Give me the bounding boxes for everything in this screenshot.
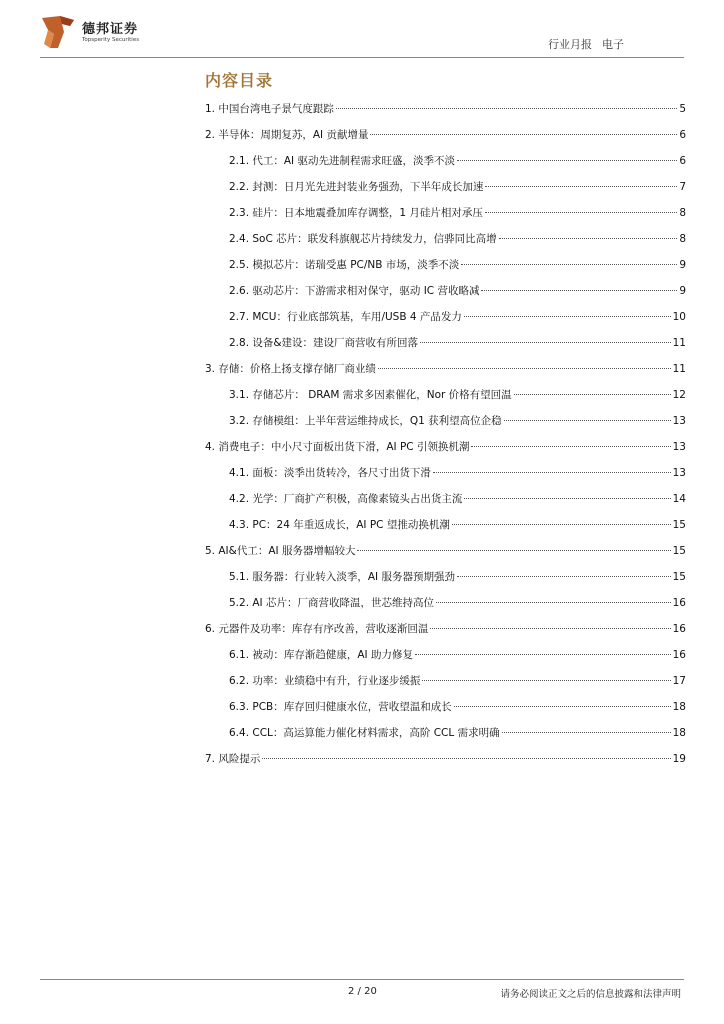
- leader-dots: [504, 420, 671, 421]
- toc-entry[interactable]: 2.8. 设备&建设：建设厂商营收有所回落 11: [229, 337, 686, 349]
- leader-dots: [430, 628, 670, 629]
- leader-dots: [464, 498, 670, 499]
- toc-entry[interactable]: 2.3. 硅片：日本地震叠加库存调整，1 月硅片相对承压 8: [229, 207, 686, 219]
- toc-entry[interactable]: 4.1. 面板：淡季出货转冷，各尺寸出货下滑 13: [229, 467, 686, 479]
- toc-entry[interactable]: 6.1. 被动：库存渐趋健康，AI 助力修复 16: [229, 649, 686, 661]
- toc-title: 内容目录: [205, 71, 274, 90]
- toc-entry[interactable]: 2.6. 驱动芯片：下游需求相对保守，驱动 IC 营收略减 9: [229, 285, 686, 297]
- legal-disclaimer: 请务必阅读正文之后的信息披露和法律声明: [500, 989, 681, 1000]
- leader-dots: [485, 186, 677, 187]
- leader-dots: [452, 524, 671, 525]
- leader-dots: [433, 472, 671, 473]
- toc-entry[interactable]: 1. 中国台湾电子景气度跟踪 5: [205, 103, 686, 115]
- leader-dots: [481, 290, 677, 291]
- leader-dots: [422, 680, 670, 681]
- toc-entry[interactable]: 3.1. 存储芯片： DRAM 需求多因素催化，Nor 价格有望回温 12: [229, 389, 686, 401]
- footer-divider: [40, 979, 684, 980]
- toc-entry[interactable]: 6.3. PCB：库存回归健康水位，营收望温和成长 18: [229, 701, 686, 713]
- leader-dots: [415, 654, 671, 655]
- leader-dots: [461, 264, 677, 265]
- toc-entry[interactable]: 4.2. 光学：厂商扩产积极，高像素镜头占出货主流 14: [229, 493, 686, 505]
- toc-entry[interactable]: 2. 半导体：周期复苏，AI 贡献增量 6: [205, 129, 686, 141]
- report-sector: 电子: [602, 38, 624, 51]
- brand-name-cn: 德邦证券: [82, 22, 139, 37]
- toc-entry[interactable]: 5. AI&代工：AI 服务器增幅较大 15: [205, 545, 686, 557]
- leader-dots: [514, 394, 671, 395]
- toc-entry[interactable]: 2.1. 代工：AI 驱动先进制程需求旺盛，淡季不淡 6: [229, 155, 686, 167]
- toc-entry[interactable]: 7. 风险提示 19: [205, 753, 686, 765]
- toc-entry[interactable]: 5.2. AI 芯片：厂商营收降温，世芯维持高位 16: [229, 597, 686, 609]
- leader-dots: [454, 706, 671, 707]
- leader-dots: [471, 446, 670, 447]
- leader-dots: [370, 134, 677, 135]
- leader-dots: [262, 758, 670, 759]
- toc-entry[interactable]: 6.2. 功率：业绩稳中有升，行业逐步缓振 17: [229, 675, 686, 687]
- report-meta: [548, 36, 624, 52]
- leader-dots: [485, 212, 677, 213]
- leader-dots: [457, 160, 677, 161]
- leader-dots: [336, 108, 677, 109]
- toc-entry[interactable]: 6. 元器件及功率：库存有序改善，营收逐渐回温 16: [205, 623, 686, 635]
- toc-entry[interactable]: 3. 存储：价格上扬支撑存储厂商业绩 11: [205, 363, 686, 375]
- toc-entry[interactable]: 2.7. MCU：行业底部筑基，车用/USB 4 产品发力 10: [229, 311, 686, 323]
- brand-name-en: Topsperity Securities: [82, 37, 140, 43]
- leader-dots: [378, 368, 671, 369]
- toc-entry[interactable]: 3.2. 存储模组：上半年营运维持成长，Q1 获利望高位企稳 13: [229, 415, 686, 427]
- toc-entry[interactable]: 6.4. CCL：高运算能力催化材料需求，高阶 CCL 需求明确 18: [229, 727, 686, 739]
- toc-entry[interactable]: 5.1. 服务器：行业转入淡季，AI 服务器预期强劲 15: [229, 571, 686, 583]
- report-type: 行业月报: [548, 38, 592, 51]
- toc-entry[interactable]: 2.5. 模拟芯片：诺瑞受惠 PC/NB 市场，淡季不淡 9: [229, 259, 686, 271]
- leader-dots: [357, 550, 670, 551]
- header-divider: [40, 57, 684, 58]
- brand-logo: [40, 14, 190, 54]
- toc-entry[interactable]: 2.4. SoC 芯片：联发科旗舰芯片持续发力，信骅同比高增 8: [229, 233, 686, 245]
- toc-entry[interactable]: 4.3. PC：24 年重返成长，AI PC 望推动换机潮 15: [229, 519, 686, 531]
- toc-entry[interactable]: 2.2. 封测：日月光先进封装业务强劲，下半年成长加速 7: [229, 181, 686, 193]
- leader-dots: [457, 576, 671, 577]
- leader-dots: [436, 602, 671, 603]
- toc-entry[interactable]: 4. 消费电子：中小尺寸面板出货下滑，AI PC 引领换机潮 13: [205, 441, 686, 453]
- leader-dots: [420, 342, 671, 343]
- page-number: 2 / 20: [348, 986, 377, 997]
- leader-dots: [464, 316, 671, 317]
- brand-logo-icon: [40, 14, 78, 50]
- leader-dots: [499, 238, 678, 239]
- leader-dots: [502, 732, 671, 733]
